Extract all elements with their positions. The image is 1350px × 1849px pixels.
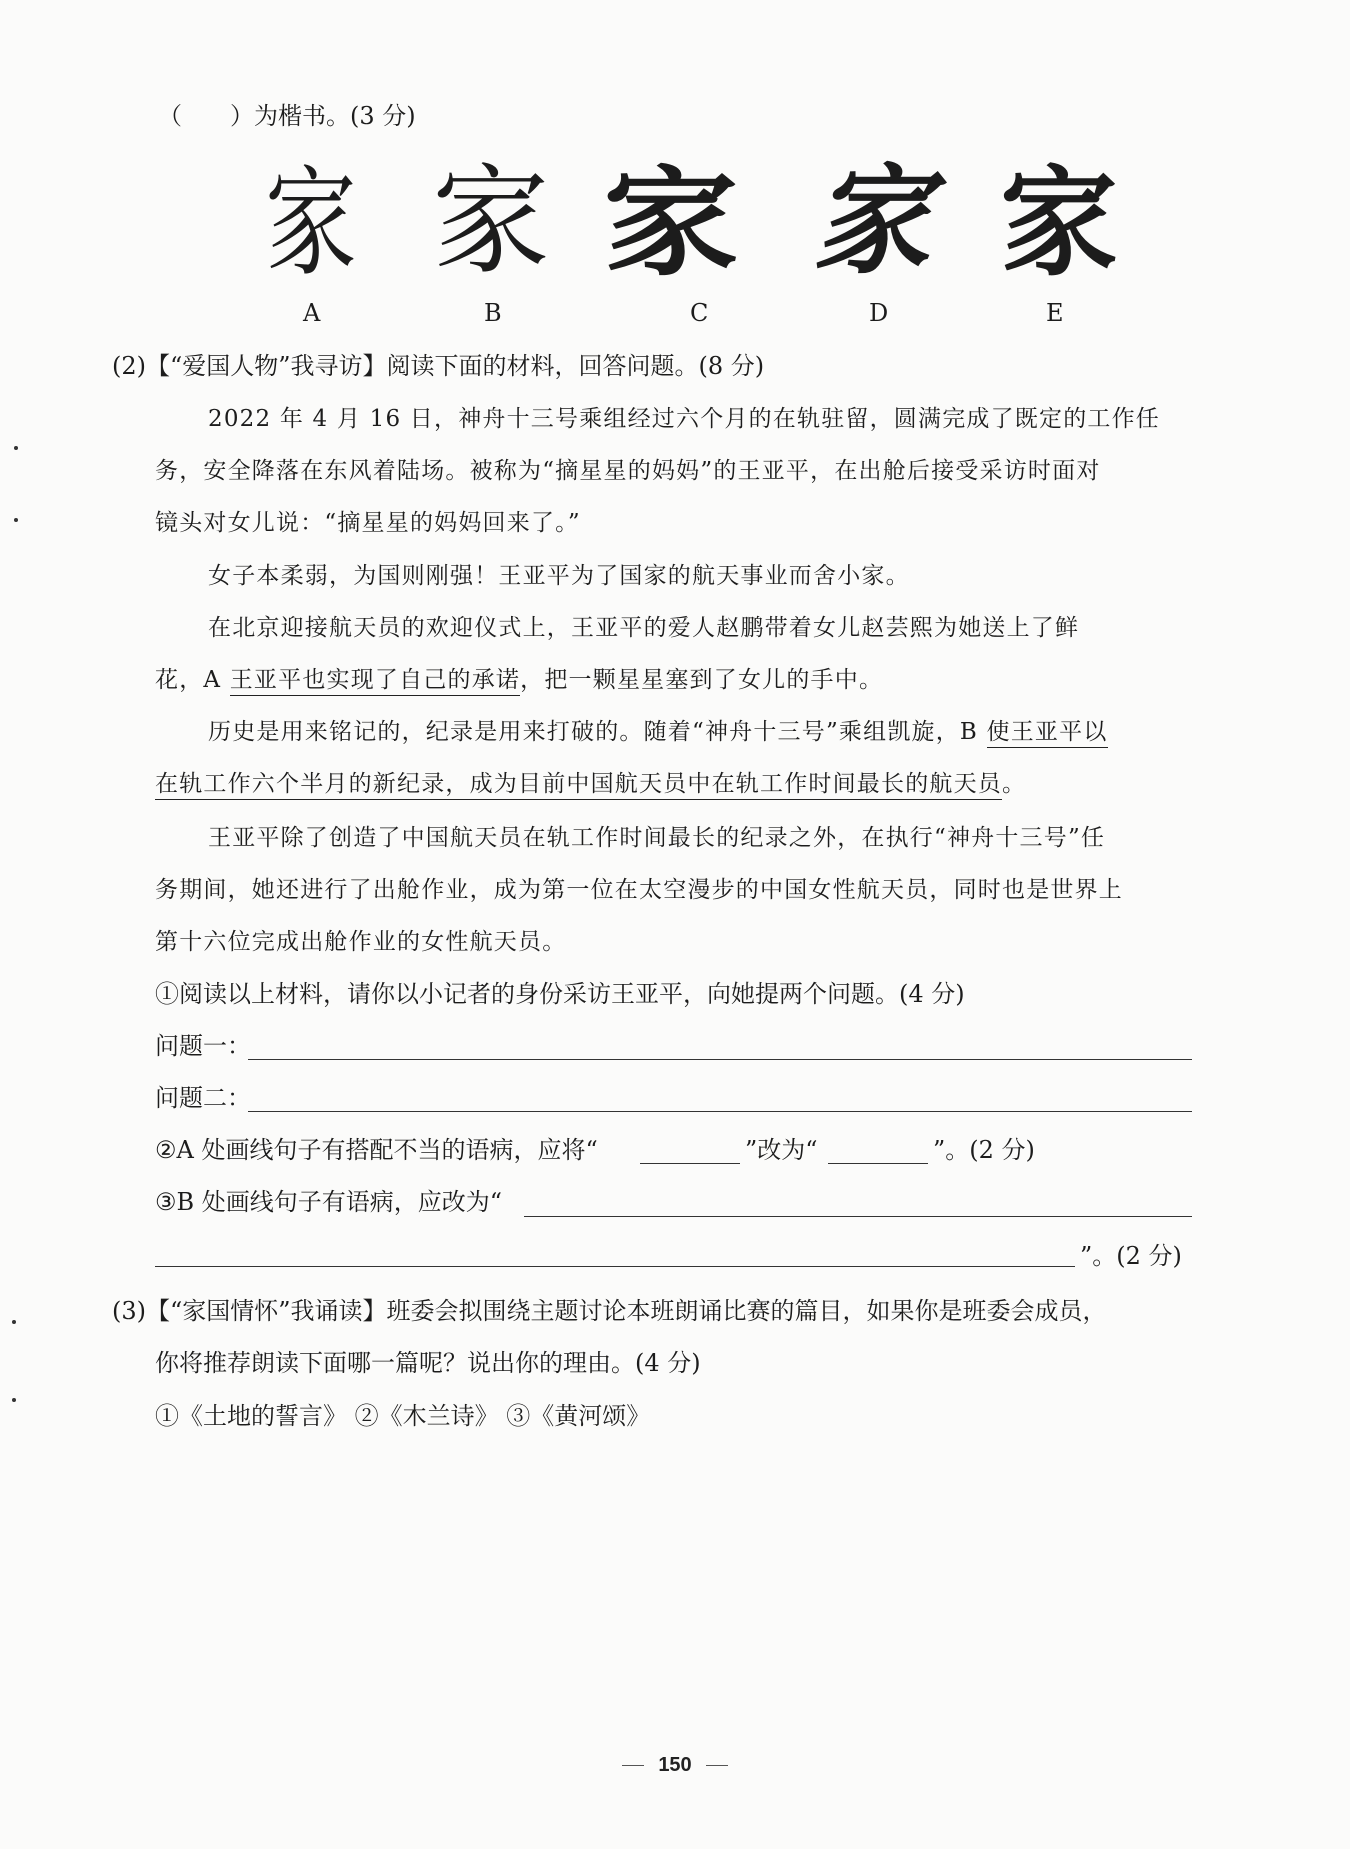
- scan-speck: [12, 1398, 16, 1402]
- question-two-label: 问题二：: [155, 1084, 251, 1112]
- sub-question-2-part3: ”。(2 分): [933, 1136, 1035, 1164]
- option-label-a: A: [303, 299, 321, 327]
- passage-p5-line1: 王亚平除了创造了中国航天员在轨工作时间最长的纪录之外，在执行“神舟十三号”任: [208, 825, 1106, 851]
- footer-dash-right: [706, 1765, 728, 1766]
- calligraphy-char-b: 家: [432, 157, 551, 288]
- passage-p4-line1-head: 历史是用来铭记的，纪录是用来打破的。随着“神舟十三号”乘组凯旋，B: [208, 719, 987, 745]
- sub-question-2-part2: ”改为“: [745, 1136, 818, 1164]
- question-1-tail: （ ）为楷书。(3 分): [158, 102, 416, 130]
- option-label-b: B: [484, 299, 502, 327]
- passage-p2: 女子本柔弱，为国则刚强！王亚平为了国家的航天事业而舍小家。: [208, 563, 910, 589]
- question-3-line2: 你将推荐朗读下面哪一篇呢？说出你的理由。(4 分): [155, 1349, 701, 1377]
- sub-question-1: ①阅读以上材料，请你以小记者的身份采访王亚平，向她提两个问题。(4 分): [155, 980, 965, 1008]
- answer-line-question-one[interactable]: [248, 1059, 1192, 1060]
- passage-p5-line3: 第十六位完成出舱作业的女性航天员。: [155, 929, 567, 955]
- underlined-sentence-b-part2: 在轨工作六个半月的新纪录，成为目前中国航天员中在轨工作时间最长的航天员: [155, 771, 1002, 800]
- passage-p4-line1: [208, 716, 1108, 748]
- passage-p3-line2: [155, 664, 883, 696]
- passage-p3-line1: 在北京迎接航天员的欢迎仪式上，王亚平的爱人赵鹏带着女儿赵芸熙为她送上了鲜: [208, 615, 1080, 641]
- passage-p1-line2: 务，安全降落在东风着陆场。被称为“摘星星的妈妈”的王亚平，在出舱后接受采访时面对: [155, 458, 1101, 484]
- answer-line-sentence-b-2[interactable]: [155, 1266, 1075, 1267]
- calligraphy-char-d: 家: [812, 157, 931, 288]
- underlined-sentence-b-part1: 使王亚平以: [987, 719, 1108, 748]
- answer-line-sentence-b-1[interactable]: [524, 1216, 1192, 1217]
- calligraphy-char-c: 家: [603, 154, 739, 292]
- passage-p4-line2-tail: 。: [1002, 771, 1027, 797]
- blank-original-phrase[interactable]: [640, 1163, 740, 1164]
- page-footer: [0, 1754, 1350, 1777]
- page-number: 150: [658, 1754, 692, 1776]
- recommended-texts: ①《土地的誓言》 ②《木兰诗》 ③《黄河颂》: [155, 1402, 651, 1430]
- passage-p1-line1: 2022 年 4 月 16 日，神舟十三号乘组经过六个月的在轨驻留，圆满完成了既定的工作任: [208, 406, 1160, 432]
- passage-p1-line3: 镜头对女儿说：“摘星星的妈妈回来了。”: [155, 510, 581, 536]
- question-3-line1: (3)【“家国情怀”我诵读】班委会拟围绕主题讨论本班朗诵比赛的篇目，如果你是班委会成员，: [112, 1297, 1107, 1325]
- scan-speck: [14, 446, 18, 450]
- option-label-d: D: [869, 299, 889, 327]
- blank-corrected-phrase[interactable]: [828, 1163, 928, 1164]
- underlined-sentence-a: 王亚平也实现了自己的承诺: [230, 667, 520, 696]
- answer-line-question-two[interactable]: [248, 1111, 1192, 1112]
- calligraphy-char-e: 家: [1000, 153, 1119, 292]
- passage-p4-line2: [155, 768, 1026, 800]
- passage-p3-line2-tail: ，把一颗星星塞到了女儿的手中。: [520, 667, 884, 693]
- sub-question-3: ③B 处画线句子有语病，应改为“: [155, 1188, 503, 1216]
- calligraphy-char-a: 家: [264, 154, 358, 292]
- question-2-header: (2)【“爱国人物”我寻访】阅读下面的材料，回答问题。(8 分): [112, 352, 765, 380]
- passage-p5-line2: 务期间，她还进行了出舱作业，成为第一位在太空漫步的中国女性航天员，同时也是世界上: [155, 877, 1123, 903]
- question-one-label: 问题一：: [155, 1032, 251, 1060]
- option-label-c: C: [690, 299, 709, 327]
- option-label-e: E: [1046, 299, 1064, 327]
- sentence-a-marker: 花，A: [155, 667, 230, 693]
- sub-question-2-part1: ②A 处画线句子有搭配不当的语病，应将“: [155, 1136, 598, 1164]
- footer-dash-left: [622, 1765, 644, 1766]
- scan-speck: [14, 518, 18, 522]
- sub-question-3-end: ”。(2 分): [1080, 1242, 1182, 1270]
- scan-speck: [12, 1320, 16, 1324]
